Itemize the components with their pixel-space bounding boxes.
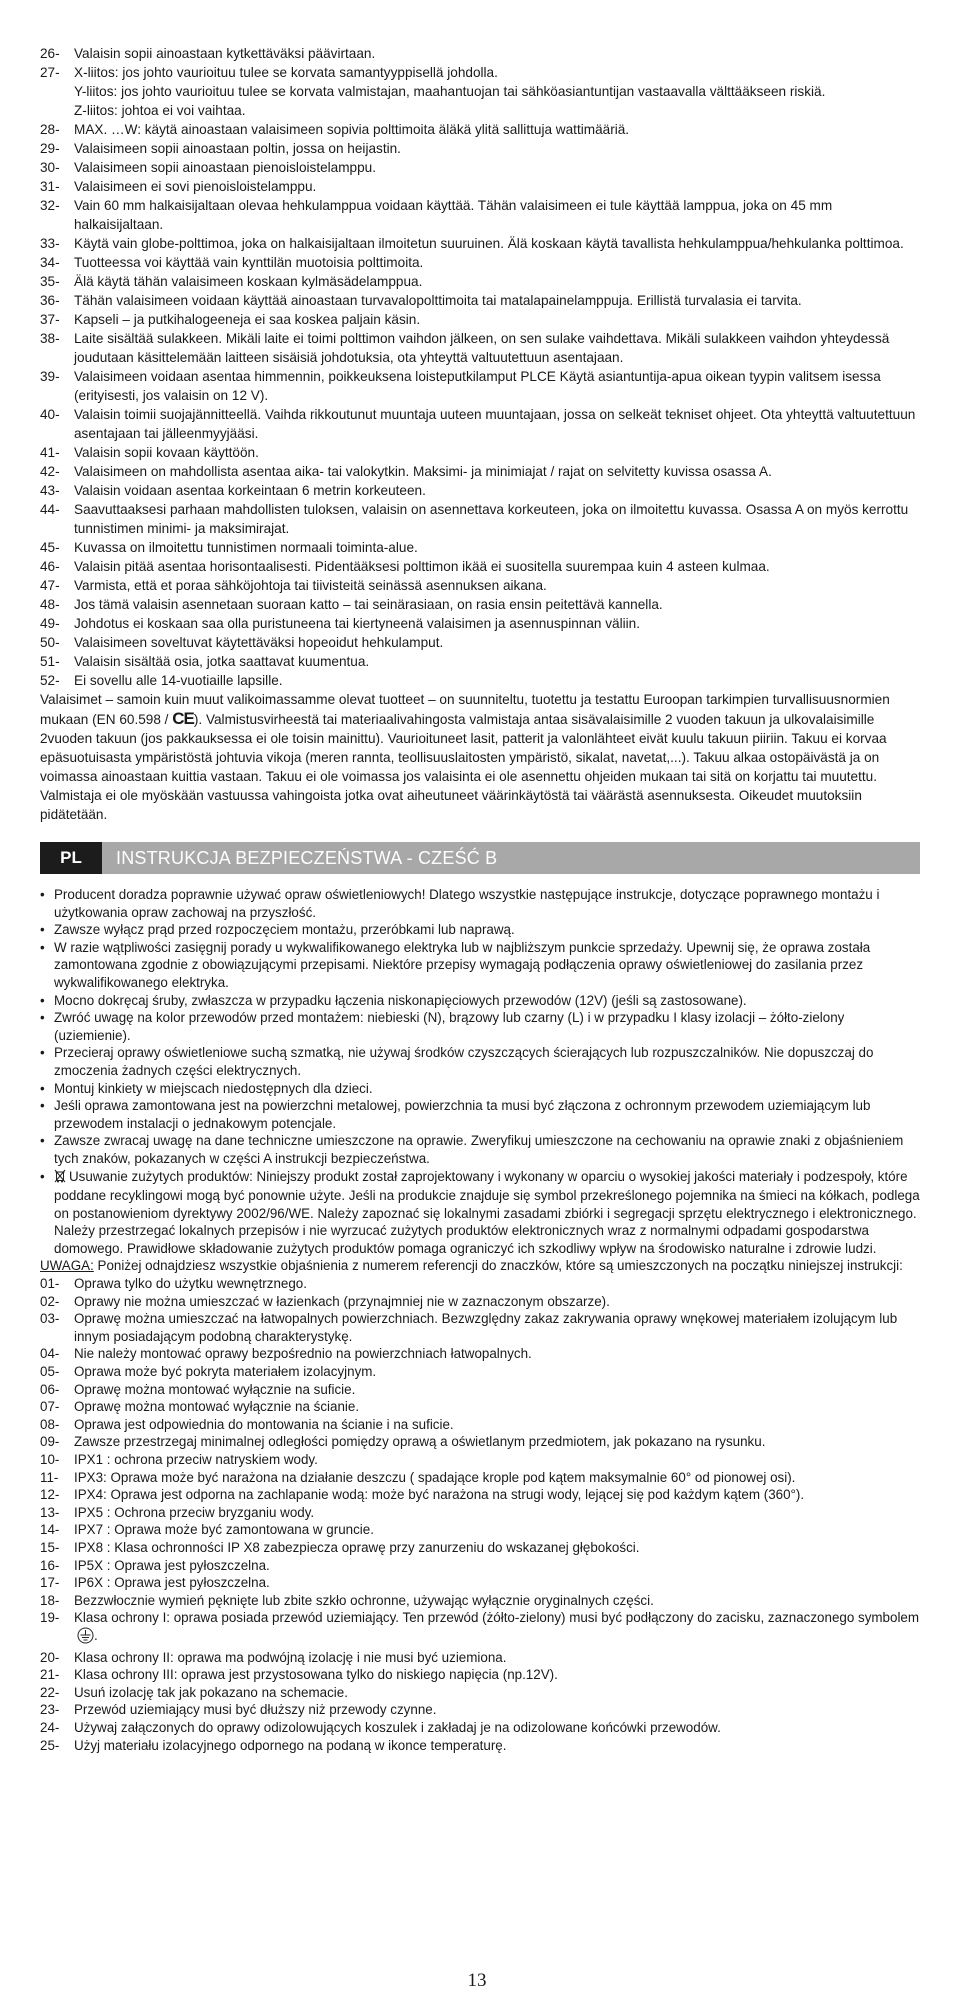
bullet-dot: • <box>40 1080 45 1096</box>
note-paragraph <box>40 1257 920 1275</box>
item-number: 37- <box>40 312 60 327</box>
list-item <box>40 139 920 158</box>
list-item <box>40 158 920 177</box>
item-number: 18- <box>40 1592 60 1608</box>
ce-mark-icon: CE <box>172 709 194 728</box>
list-item <box>40 196 920 234</box>
item-text: Oprawa tylko do użytku wewnętrznego. <box>74 1276 307 1292</box>
item-line: X-liitos: jos johto vaurioituu tulee se korvata samantyyppisellä johdolla. <box>74 65 498 80</box>
earth-ground-symbol-icon <box>77 1627 94 1649</box>
list-item <box>40 1275 920 1293</box>
list-item <box>40 1592 920 1610</box>
list-item <box>40 1293 920 1311</box>
list-item <box>40 1649 920 1667</box>
item-text: Przewód uziemiający musi być dłuższy niż przewody czynne. <box>74 1702 437 1718</box>
bullet-dot: • <box>40 887 45 902</box>
item-number: 06- <box>40 1381 60 1397</box>
item-number: 30- <box>40 160 60 175</box>
item-number: 11- <box>40 1469 59 1485</box>
item-text: IPX3: Oprawa może być narażona na działanie deszczu ( spadające krople pod kątem maksymalnie 60° od pionowej osi). <box>74 1469 796 1485</box>
list-item <box>40 120 920 139</box>
item-text: IP6X : Oprawa jest pyłoszczelna. <box>74 1575 270 1591</box>
item-text: Kuvassa on ilmoitettu tunnistimen normaali toiminta-alue. <box>74 540 418 555</box>
bullet-text: Montuj kinkiety w miejscach niedostępnych dla dzieci. <box>54 1080 373 1096</box>
item-number: 36- <box>40 293 60 308</box>
bullet-text: Jeśli oprawa zamontowana jest na powierzchni metalowej, powierzchnia ta musi być złączona z ochronnym przewodem uziemiającym lub przewodem instalacji o jednakowym potencjale. <box>54 1098 871 1131</box>
item-text: Tuotteessa voi käyttää vain kynttilän muotoisia polttimoita. <box>74 255 424 270</box>
item-number: 50- <box>40 635 60 650</box>
item-number: 45- <box>40 540 60 555</box>
bullet-dot: • <box>40 1010 45 1026</box>
item-number: 05- <box>40 1364 60 1380</box>
item-number: 51- <box>40 654 60 669</box>
item-number: 29- <box>40 141 60 156</box>
list-item <box>40 1504 920 1522</box>
list-item <box>40 310 920 329</box>
list-item <box>40 291 920 310</box>
item-text: Ei sovellu alle 14-vuotiaille lapsille. <box>74 673 283 688</box>
item-number: 07- <box>40 1399 60 1415</box>
list-item <box>40 1737 920 1755</box>
item-number: 17- <box>40 1575 60 1591</box>
item-text: Oprawa jest odpowiednia do montowania na ścianie i na suficie. <box>74 1416 454 1432</box>
list-item <box>40 1433 920 1451</box>
item-number: 21- <box>40 1667 60 1683</box>
item-line: Z-liitos: johtoa ei voi vaihtaa. <box>74 103 246 118</box>
item-number: 42- <box>40 464 60 479</box>
item-text <box>74 1609 920 1648</box>
item-text: Valaisin pitää asentaa horisontaalisesti. Pidentääksesi polttimon ikää ei suositella suurempaa kuin 4 asteen kulmaa. <box>74 559 770 574</box>
bullet-dot: • <box>40 1045 45 1061</box>
list-item <box>40 234 920 253</box>
item-text: IP5X : Oprawa jest pyłoszczelna. <box>74 1557 270 1573</box>
item-text: Valaisimeen on mahdollista asentaa aika- tai valokytkin. Maksimi- ja minimiajat / rajat on selvitetty kuvissa osassa A. <box>74 464 772 479</box>
bullet-item <box>40 886 920 921</box>
item-number: 31- <box>40 179 60 194</box>
list-item <box>40 1666 920 1684</box>
list-item <box>40 1398 920 1416</box>
list-item <box>40 633 920 652</box>
bullet-item <box>40 939 920 992</box>
bullet-item <box>40 992 920 1010</box>
item-number: 01- <box>40 1276 60 1292</box>
item-text: IPX1 : ochrona przeciw natryskiem wody. <box>74 1452 318 1467</box>
bullet-dot: • <box>40 922 45 938</box>
list-item <box>40 1451 920 1469</box>
list-item <box>40 576 920 595</box>
item-number: 14- <box>40 1522 60 1538</box>
item-number: 44- <box>40 502 60 517</box>
document-page <box>40 44 920 1754</box>
item-number: 32- <box>40 198 60 213</box>
list-item <box>40 1521 920 1539</box>
item-text: Nie należy montować oprawy bezpośrednio na powierzchniach łatwopalnych. <box>74 1346 532 1362</box>
list-item <box>40 272 920 291</box>
item-text: Valaisin sopii ainoastaan kytkettäväksi päävirtaan. <box>74 46 376 61</box>
bullet-text: Producent doradza poprawnie używać opraw oświetleniowych! Dlatego wszystkie następujące instrukcje, dotyczące poprawnego montażu i użytkowania opraw zachowaj na przyszłość. <box>54 887 880 920</box>
list-item <box>40 253 920 272</box>
list-item <box>40 367 920 405</box>
item-number: 39- <box>40 369 60 384</box>
list-item <box>40 1539 920 1557</box>
list-item <box>40 443 920 462</box>
item-number: 19- <box>40 1610 60 1626</box>
item-number: 43- <box>40 483 60 498</box>
bullet-item <box>40 1168 920 1258</box>
item-text: Valaisin sisältää osia, jotka saattavat kuumentua. <box>74 654 370 669</box>
item-number: 48- <box>40 597 60 612</box>
list-item <box>40 1469 920 1487</box>
item-number: 15- <box>40 1539 60 1555</box>
item-number: 38- <box>40 331 60 346</box>
bullet-dot: • <box>40 1168 45 1184</box>
bullet-text <box>54 1168 920 1258</box>
note-text: Poniżej odnajdziesz wszystkie objaśnienia z numerem referencji do znaczków, które są umieszczonych na początku niniejszej instrukcji: <box>93 1258 903 1274</box>
item-text: IPX7 : Oprawa może być zamontowana w gruncie. <box>74 1522 374 1538</box>
item-text: Valaisin sopii kovaan käyttöön. <box>74 445 259 460</box>
item-number: 02- <box>40 1293 60 1309</box>
item-number: 20- <box>40 1649 60 1665</box>
list-item <box>40 500 920 538</box>
item-text: Oprawę można umieszczać na łatwopalnych powierzchniach. Bezwzględny zakaz zakrywania oprawy wnękowej materiałem izolującym lub innym posiadającym podobną charakterystykę. <box>74 1311 898 1344</box>
item-text: Vain 60 mm halkaisijaltaan olevaa hehkulamppua voidaan käyttää. Tähän valaisimeen ei tule käyttää lamppua, joka on 45 mm halkaisijaltaan. <box>74 198 833 232</box>
item-number: 16- <box>40 1557 60 1573</box>
bullet-text: W razie wątpliwości zasięgnij porady u wykwalifikowanego elektryka lub w najbliższym punkcie sprzedaży. Upewnij się, że oprawa została zamontowana zgodnie z obowiązującymi przepisami. Niektóre przepisy wymagają podłączenia oprawy oświetleniowej do zasilania przez wykwalifikowanego elektryka. <box>54 939 871 990</box>
list-item <box>40 1609 920 1648</box>
item-number: 09- <box>40 1434 60 1450</box>
item-text: Użyj materiału izolacyjnego odpornego na podaną w ikonce temperaturę. <box>74 1737 507 1753</box>
list-item <box>40 177 920 196</box>
item-text: Oprawę można montować wyłącznie na suficie. <box>74 1381 356 1397</box>
item-text-suffix: . <box>94 1627 98 1643</box>
bullet-dot: • <box>40 1098 45 1114</box>
item-text: Johdotus ei koskaan saa olla puristuneena tai kiertyneenä valaisimen ja asennuspinnan väliin. <box>74 616 641 631</box>
list-item <box>40 329 920 367</box>
warranty-text-end: ). Valmistusvirheestä tai materiaalivahingosta valmistaja antaa sisävalaisimille 2 vuoden takuun ja ulkovalaisimille 2vuoden takuun (jos pakkauksessa ei ole toisin mainittu). Vaurioituneet lasit, patterit ja valonlähteet eivät kuulu takuun piiriin. Takuu ei korvaa epäsuotuisasta ympäristöstä johtuvia vikoja (meren rannta, teollisuuslaitosten ympäristö, sikalat, navetat,...). Takuu alkaa ostopäivästä ja on voimassa ainoastaan kuittia vastaan. Takuu ei ole voimassa jos valaisinta ei ole asennettu ohjeiden mukaan tai sitä on korjattu tai muutettu. Valmistaja ei ole myöskään vastuussa vahingoista jotka ovat aiheutuneet väärinkäytöstä tai väärästä asennuksesta. Oikeudet muutoksiin pidätetään. <box>40 712 887 822</box>
page-number: 13 <box>467 1970 487 1991</box>
list-item <box>40 481 920 500</box>
list-item <box>40 652 920 671</box>
item-text: Klasa ochrony III: oprawa jest przystosowana tylko do niskiego napięcia (np.12V). <box>74 1667 558 1683</box>
item-text: Tähän valaisimeen voidaan käyttää ainoastaan turvavalopolttimoita tai matalapainelamppuja. Erillistä turvalasia ei tarvita. <box>74 293 802 308</box>
item-text: Oprawę można montować wyłącznie na ścianie. <box>74 1399 360 1415</box>
item-number: 12- <box>40 1487 60 1503</box>
note-label: UWAGA: <box>40 1258 94 1274</box>
pl-safety-instructions <box>40 886 920 1754</box>
bullet-text: Zawsze wyłącz prąd przed rozpoczęciem montażu, przeróbkami lub naprawą. <box>54 922 515 938</box>
list-item <box>40 671 920 690</box>
list-item <box>40 614 920 633</box>
item-text: Klasa ochrony II: oprawa ma podwójną izolację i nie musi być uziemiona. <box>74 1649 507 1665</box>
list-item <box>40 1574 920 1592</box>
item-number: 10- <box>40 1452 60 1467</box>
item-text: Valaisimeen soveltuvat käytettäväksi hopeoidut hehkulamput. <box>74 635 444 650</box>
item-number: 04- <box>40 1346 60 1362</box>
bullet-item <box>40 1009 920 1044</box>
bullet-text: Mocno dokręcaj śruby, zwłaszcza w przypadku łączenia niskonapięciowych przewodów (12V) (jeśli są zastosowane). <box>54 992 747 1008</box>
bullet-item <box>40 1080 920 1098</box>
item-number: 13- <box>40 1504 60 1520</box>
item-number: 28- <box>40 122 60 137</box>
list-item <box>40 1557 920 1575</box>
item-number: 49- <box>40 616 60 631</box>
list-item <box>40 557 920 576</box>
fi-instruction-list <box>40 44 920 824</box>
item-number: 47- <box>40 578 60 593</box>
list-item <box>40 1381 920 1399</box>
list-item <box>40 1416 920 1434</box>
crossed-out-wheeled-bin-icon <box>54 1169 66 1188</box>
item-text: Usuń izolację tak jak pokazano na schemacie. <box>74 1684 348 1700</box>
item-text: Bezzwłocznie wymień pęknięte lub zbite szkło ochronne, używając wyłącznie oryginalnych części. <box>74 1592 654 1608</box>
list-item <box>40 44 920 63</box>
item-number: 46- <box>40 559 60 574</box>
item-text: Valaisimeen voidaan asentaa himmennin, poikkeuksena loisteputkilamput PLCE Käytä asiantuntija-apua oikean tyypin valitsem isessa (erityisesti, jos valaisin on 12 V). <box>74 369 881 403</box>
bullet-item <box>40 1132 920 1167</box>
item-line: Y-liitos: jos johto vaurioituu tulee se korvata valmistajan, maahantuojan tai sähköasiantuntijan vastaavalla välttääkseen riskiä. <box>74 84 826 99</box>
list-item <box>40 1345 920 1363</box>
bullet-dot: • <box>40 939 45 955</box>
list-item <box>40 462 920 481</box>
item-number: 03- <box>40 1311 60 1327</box>
language-code-badge: PL <box>40 842 102 874</box>
list-item <box>40 1684 920 1702</box>
item-text: Kapseli – ja putkihalogeeneja ei saa koskea paljain käsin. <box>74 312 421 327</box>
item-number: 23- <box>40 1702 60 1718</box>
item-number: 08- <box>40 1416 60 1432</box>
item-text: Oprawy nie można umieszczać w łazienkach (przynajmniej nie w zaznaczonym obszarze). <box>74 1293 610 1309</box>
bullet-text: Zawsze zwracaj uwagę na dane techniczne umieszczone na oprawie. Zweryfikuj umieszczone na cechowaniu na oprawie znaki z objaśnieniem tych znaków, pokazanych w części A instrukcji bezpieczeństwa. <box>54 1133 904 1166</box>
item-number: 25- <box>40 1737 60 1753</box>
list-item <box>40 1310 920 1345</box>
item-text: Valaisin toimii suojajännitteellä. Vaihda rikkoutunut muuntaja uuteen muuntajaan, jossa on selkeät tekniset ohjeet. Ota yhteyttä valtuutettuun asentajaan tai jälleenmyyjääsi. <box>74 407 916 441</box>
item-number: 27- <box>40 65 60 80</box>
item-text: Valaisimeen sopii ainoastaan pienoisloistelamppu. <box>74 160 377 175</box>
bullet-item <box>40 1044 920 1079</box>
list-item <box>40 405 920 443</box>
item-text: Valaisimeen sopii ainoastaan poltin, jossa on heijastin. <box>74 141 401 156</box>
item-text <box>74 63 920 120</box>
section-title: INSTRUKCJA BEZPIECZEŃSTWA - CZEŚĆ B <box>116 847 498 868</box>
item-text: IPX8 : Klasa ochronności IP X8 zabezpiecza oprawę przy zanurzeniu do wskazanej głębokości. <box>74 1539 640 1555</box>
item-text: Valaisimeen ei sovi pienoisloistelamppu. <box>74 179 317 194</box>
list-item <box>40 595 920 614</box>
item-number: 33- <box>40 236 60 251</box>
item-text: IPX5 : Ochrona przeciw bryzganiu wody. <box>74 1504 315 1520</box>
item-number: 41- <box>40 445 60 460</box>
item-text: Valaisin voidaan asentaa korkeintaan 6 metrin korkeuteen. <box>74 483 426 498</box>
item-number: 35- <box>40 274 60 289</box>
disposal-text: Usuwanie zużytych produktów: Niniejszy produkt został zaprojektowany i wykonany w oparciu o wysokiej jakości materiały i podzespoły, które poddane recyklingowi mogą być ponownie użyte. Jeśli na produkcie znajduje się symbol przekreślonego pojemnika na śmieci na kółkach, podlega on postanowieniom dyrektywy 2002/96/WE. Należy zapoznać się lokalnymi zasadami zbiórki i segregacji sprzętu elektrycznego i elektronicznego. Należy przestrzegać lokalnych przepisów i nie wyrzucać zużytych produktów elektronicznych wraz z normalnymi odpadami gospodarstwa domowego. Prawidłowe składowanie zużytych produktów pomaga ograniczyć ich szkodliwy wpływ na środowisko naturalne i zdrowie ludzi. <box>54 1168 920 1256</box>
item-text: Laite sisältää sulakkeen. Mikäli laite ei toimi polttimon vaihdon jälkeen, on sen sulake vaihdettava. Mikäli sulakkeen vaihdon yhteydessä joudutaan käsittelemään laitteen sisäisiä johdotuksia, ota yhteyttä valtuutettuun asentajaan. <box>74 331 890 365</box>
item-number: 40- <box>40 407 60 422</box>
item-text: Saavuttaaksesi parhaan mahdollisten tuloksen, valaisin on asennettava korkeuteen, joka on ilmoitettu kuvassa. Osassa A on myös kerrottu tunnistimen minimi- ja maksimirajat. <box>74 502 909 536</box>
item-number: 34- <box>40 255 60 270</box>
item-number: 22- <box>40 1684 60 1700</box>
bullet-text: Przecieraj oprawy oświetleniowe suchą szmatką, nie używaj środków czyszczących ścierających lub rozpuszczalników. Nie dopuszczaj do zmoczenia żadnych części elektrycznych. <box>54 1045 874 1078</box>
item-text: IPX4: Oprawa jest odporna na zachlapanie wodą: może być narażona na strugi wody, lejącej się pod każdym kątem (360°). <box>74 1487 805 1503</box>
item-text: Zawsze przestrzegaj minimalnej odległości pomiędzy oprawą a oświetlanym przedmiotem, jak pokazano na rysunku. <box>74 1434 766 1450</box>
item-text: MAX. …W: käytä ainoastaan valaisimeen sopivia polttimoita äläkä ylitä sallittuja wattimääriä. <box>74 122 630 137</box>
list-item <box>40 1719 920 1737</box>
item-text: Varmista, että et poraa sähköjohtoja tai tiivisteitä seinässä asennuksen aikana. <box>74 578 547 593</box>
item-text: Oprawa może być pokryta materiałem izolacyjnym. <box>74 1364 377 1380</box>
item-text: Älä käytä tähän valaisimeen koskaan kylmäsädelamppua. <box>74 274 423 289</box>
item-text: Jos tämä valaisin asennetaan suoraan katto – tai seinärasiaan, on rasia ensin peitettävä kannella. <box>74 597 663 612</box>
item-text: Käytä vain globe-polttimoa, joka on halkaisijaltaan ilmoitetun suuruinen. Älä koskaan käytä tavallista hehkulamppua/hehkulanka polttimoa. <box>74 236 904 251</box>
item-number: 24- <box>40 1719 60 1735</box>
bullet-text: Zwróć uwagę na kolor przewodów przed montażem: niebieski (N), brązowy lub czarny (L) i w przypadku I klasy izolacji – żółto-zielony (uziemienie). <box>54 1010 845 1043</box>
item-number: 26- <box>40 46 60 61</box>
list-item <box>40 1701 920 1719</box>
bullet-item <box>40 1097 920 1132</box>
list-item <box>40 63 920 120</box>
bullet-dot: • <box>40 992 45 1008</box>
bullet-item <box>40 921 920 939</box>
bullet-dot: • <box>40 1133 45 1149</box>
list-item <box>40 1486 920 1504</box>
item-text-main: Klasa ochrony I: oprawa posiada przewód uziemiający. Ten przewód (żółto-zielony) musi być podłączony do zacisku, zaznaczonego symbolem <box>74 1610 920 1626</box>
list-item <box>40 1363 920 1381</box>
warranty-text-start: Valaisimet – samoin kuin muut valikoimassamme olevat tuotteet – on suunniteltu, tuotettu ja testattu Euroopan tarkimpien turvallisuusnormien mukaan (EN 60.598 / <box>40 692 890 727</box>
item-number: 52- <box>40 673 60 688</box>
fi-warranty-paragraph <box>40 690 920 824</box>
list-item <box>40 538 920 557</box>
section-header <box>40 842 920 874</box>
item-text: Używaj załączonych do oprawy odizolowujących koszulek i zakładaj je na odizolowane końcówki przewodów. <box>74 1719 721 1735</box>
